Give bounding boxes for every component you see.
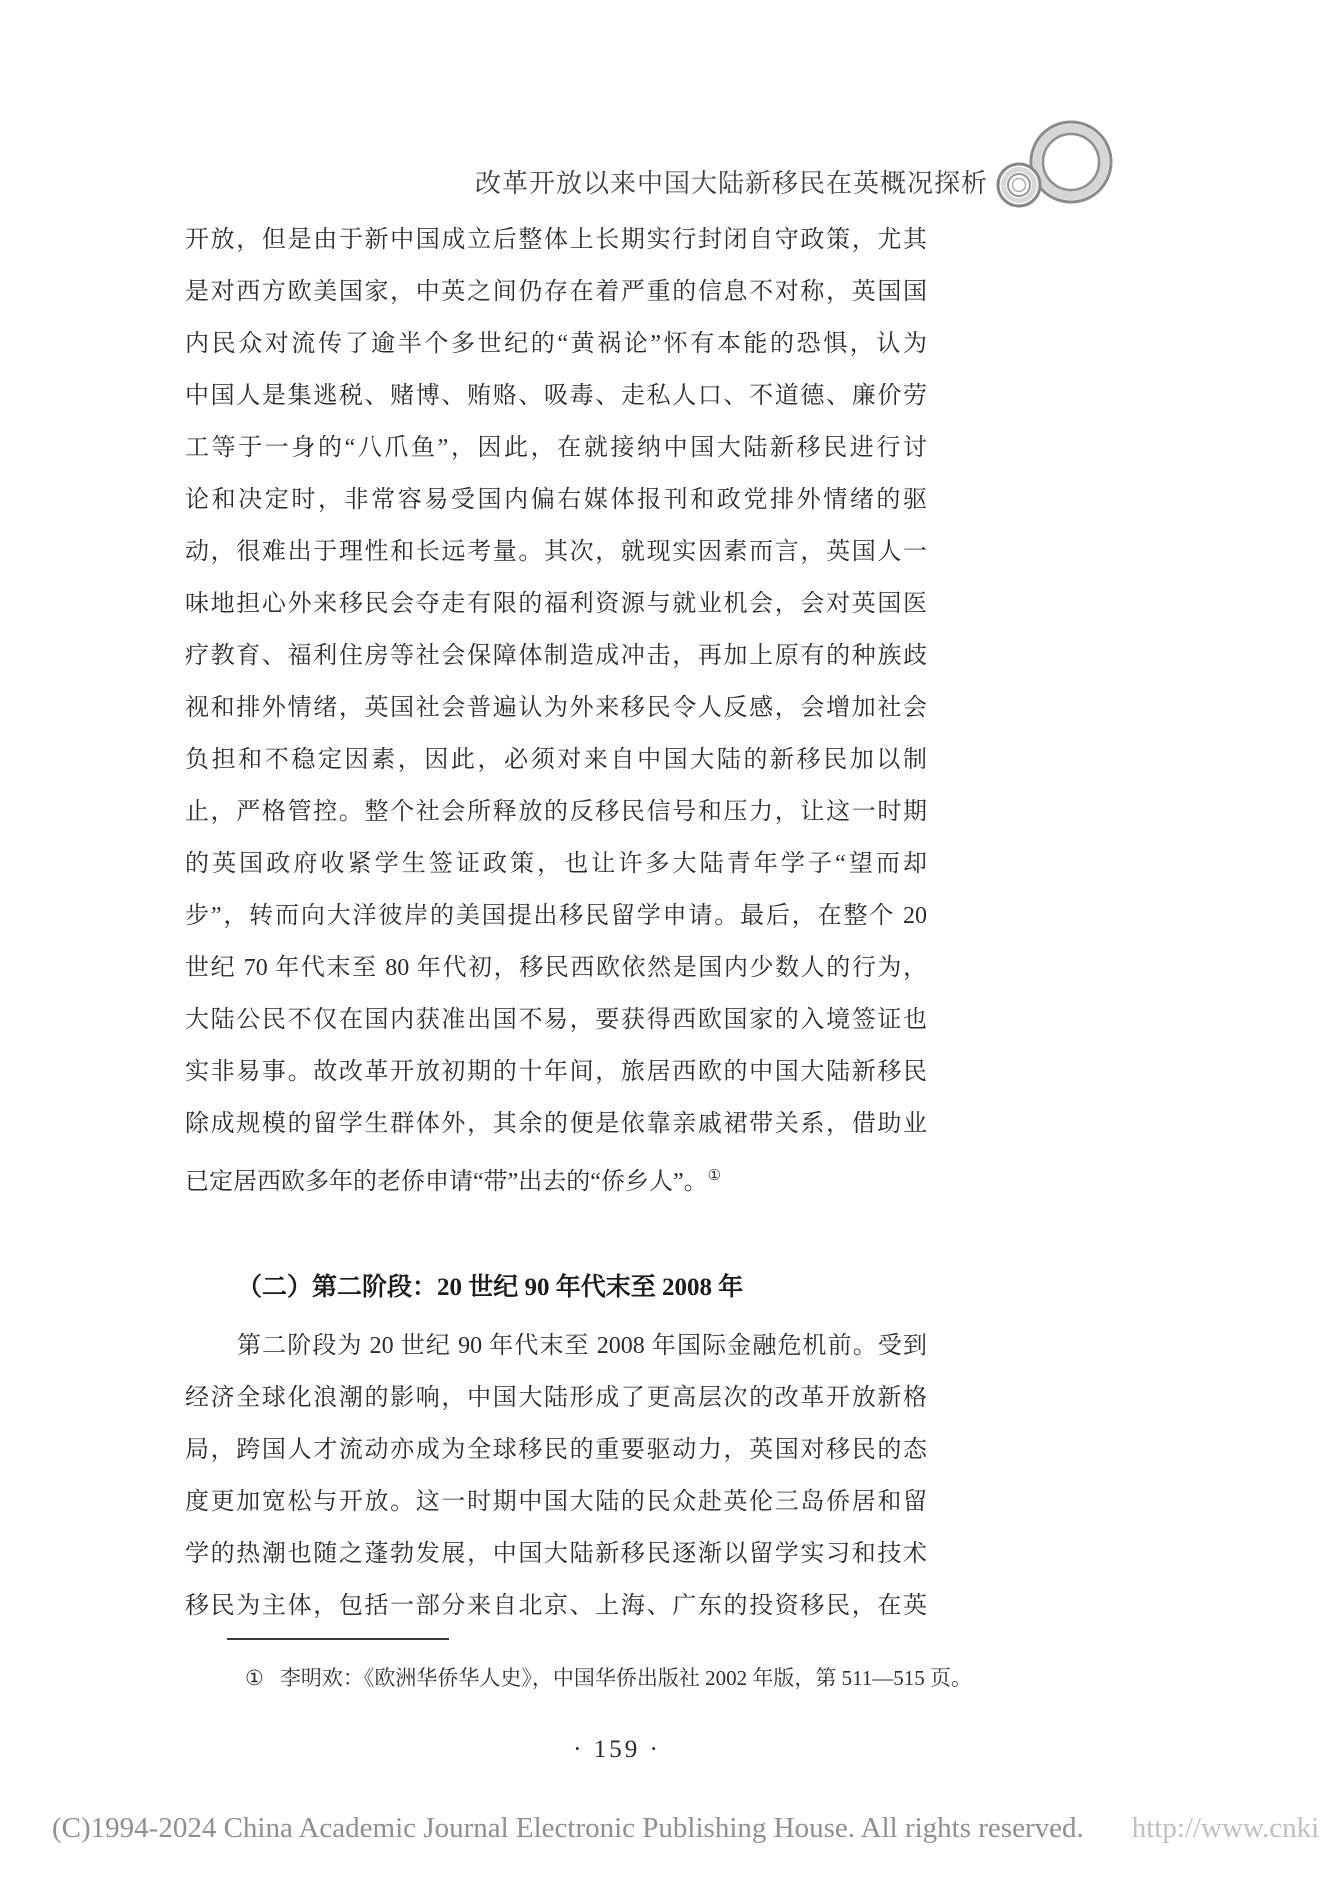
paragraph-line: 开放，但是由于新中国成立后整体上长期实行封闭自守政策，尤其	[185, 227, 927, 253]
paragraph-line: 局，跨国人才流动亦成为全球移民的重要驱动力，英国对移民的态	[185, 1437, 927, 1463]
paragraph-line: 内民众对流传了逾半个多世纪的“黄祸论”怀有本能的恐惧，认为	[185, 331, 927, 357]
paragraph-line: 步”，转而向大洋彼岸的美国提出移民留学申请。最后，在整个 20	[185, 903, 927, 929]
paragraph-line: 视和排外情绪，英国社会普遍认为外来移民令人反感，会增加社会	[185, 695, 927, 721]
footnote-divider	[227, 1638, 449, 1640]
paragraph-line: 世纪 70 年代末至 80 年代初，移民西欧依然是国内少数人的行为，	[185, 955, 927, 981]
paragraph-line: 负担和不稳定因素，因此，必须对来自中国大陆的新移民加以制	[185, 747, 927, 773]
paragraph-line: 中国人是集逃税、赌博、贿赂、吸毒、走私人口、不道德、廉价劳	[185, 383, 927, 409]
paragraph-line: 味地担心外来移民会夺走有限的福利资源与就业机会，会对英国医	[185, 591, 927, 617]
body-text	[185, 214, 927, 1632]
paragraph-line: 是对西方欧美国家，中英之间仍存在着严重的信息不对称，英国国	[185, 279, 927, 305]
paragraph-line: 的英国政府收紧学生签证政策，也让许多大陆青年学子“望而却	[185, 851, 927, 877]
paragraph-line: 学的热潮也随之蓬勃发展，中国大陆新移民逐渐以留学实习和技术	[185, 1541, 927, 1567]
paragraph-line: 大陆公民不仅在国内获准出国不易，要获得西欧国家的入境签证也	[185, 1007, 927, 1033]
paragraph-line: 经济全球化浪潮的影响，中国大陆形成了更高层次的改革开放新格	[185, 1385, 927, 1411]
paragraph-line-text: 已定居西欧多年的老侨申请“带”出去的“侨乡人”。	[185, 1169, 708, 1195]
paragraph-line	[185, 1150, 927, 1202]
paragraph-line: 第二阶段为 20 世纪 90 年代末至 2008 年国际金融危机前。受到	[237, 1333, 927, 1359]
paragraph-line: 论和决定时，非常容易受国内偏右媒体报刊和政党排外情绪的驱	[185, 487, 927, 513]
paragraph-line: 工等于一身的“八爪鱼”，因此，在就接纳中国大陆新移民进行讨	[185, 435, 927, 461]
footnote	[245, 1660, 973, 1696]
footnote-reference-marker: ①	[707, 1168, 722, 1184]
footer-url: http://www.cnki	[1131, 1812, 1320, 1844]
paragraph-line: 度更加宽松与开放。这一时期中国大陆的民众赴英伦三岛侨居和留	[185, 1489, 927, 1515]
footnote-text: 李明欢：《欧洲华侨华人史》，中国华侨出版社 2002 年版，第 511—515 页。	[279, 1666, 973, 1690]
page-number: · 159 ·	[573, 1736, 661, 1763]
running-head-title: 改革开放以来中国大陆新移民在英概况探析	[474, 168, 988, 198]
journal-rings-icon	[991, 118, 1119, 214]
paragraph-line: 实非易事。故改革开放初期的十年间，旅居西欧的中国大陆新移民	[185, 1059, 927, 1085]
paragraph-line: 止，严格管控。整个社会所释放的反移民信号和压力，让这一时期	[185, 799, 927, 825]
section-heading: （二）第二阶段：20 世纪 90 年代末至 2008 年	[237, 1274, 744, 1301]
paragraph-line: 动，很难出于理性和长远考量。其次，就现实因素而言，英国人一	[185, 539, 927, 565]
paragraph-line: 疗教育、福利住房等社会保障体制造成冲击，再加上原有的种族歧	[185, 643, 927, 669]
footer-copyright-line	[52, 1812, 1338, 1845]
paragraph-line: 移民为主体，包括一部分来自北京、上海、广东的投资移民，在英	[185, 1593, 927, 1619]
footer-copyright: (C)1994-2024 China Academic Journal Electronic Publishing House. All rights reserved.	[52, 1812, 1084, 1844]
paragraph-line: 除成规模的留学生群体外，其余的便是依靠亲戚裙带关系，借助业	[185, 1111, 927, 1137]
footnote-marker: ①	[245, 1666, 264, 1690]
